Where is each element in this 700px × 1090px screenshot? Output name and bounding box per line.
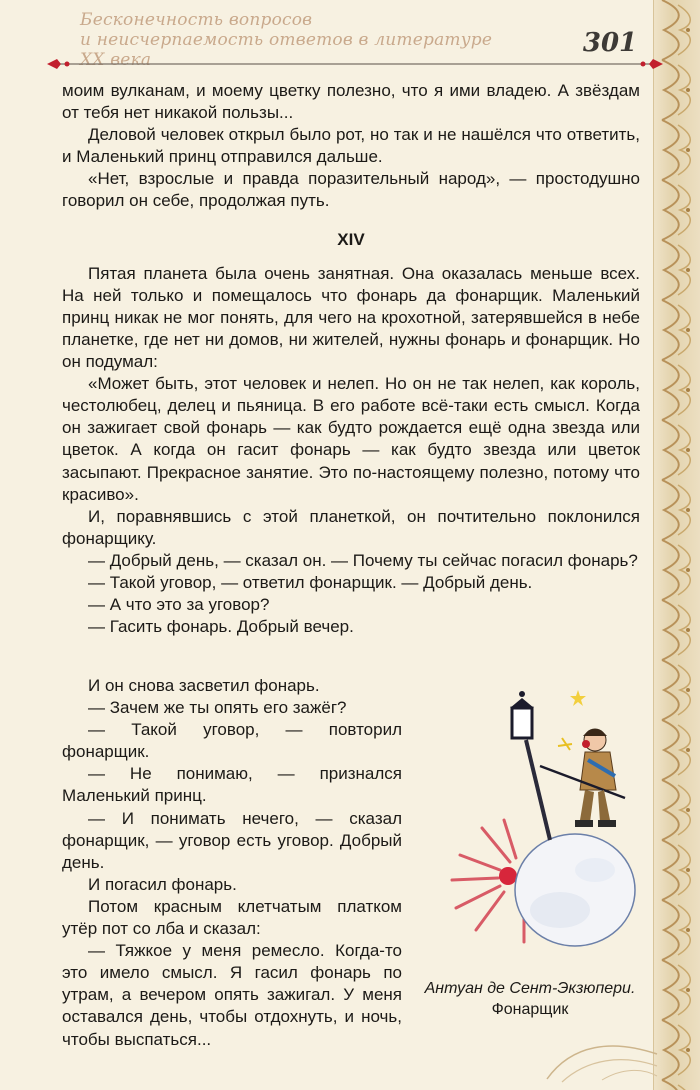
chapter-heading: XIV [337,229,365,249]
paragraph: — Тяжкое у меня ремесло. Когда-то это имело смысл. Я гасил фонарь по утрам, а вечером опять зажигал. У меня оставался день, чтобы отдохнуть, и ночь, чтобы выспаться... [62,941,402,1049]
paragraph: — А что это за уговор? [88,595,270,615]
decorative-border [653,0,700,1090]
running-title-line2: и неисчерпаемость ответов в литературе XX века [80,30,493,70]
header-rule-icon [45,54,665,74]
paragraph: И он снова засветил фонарь. [88,676,320,695]
paragraph: И, поравнявшись с этой планеткой, он почтительно поклонился фонарщику. [62,506,640,548]
page-header [0,0,700,80]
paragraph: «Может быть, этот человек и нелеп. Но он не так нелеп, как король, честолюбец, делец и пьяница. В его работе всё-таки есть смысл. Когда он зажигает свой фонарь — как будто рождается ещё одна звезда или цветок. А когда он гасит фонарь — как будто звезда или цветок засыпают. Прекрасное занятие. Это по-настоящему полезно, потому что красиво». [62,374,640,504]
paragraph: «Нет, взрослые и правда поразительный народ», — простодушно говорил он себе, продолжая путь. [62,169,640,211]
page-number: 301 [582,28,638,58]
paragraph: — И понимать нечего, — сказал фонарщик, — уговор есть уговор. Добрый день. [62,808,402,872]
corner-flourish-icon [542,1034,662,1084]
lamplighter-illustration-icon [420,680,650,980]
paragraph: И погасил фонарь. [88,874,237,894]
narrow-text [62,675,402,1051]
paragraph: — Не понимаю, — признался Маленький принц. [62,764,402,806]
illustration-caption [410,978,650,1020]
paragraph: Деловой человек открыл было рот, но так и не нашёлся что ответить, и Маленький принц отправился дальше. [62,125,640,167]
paragraph: — Добрый день, — сказал он. — Почему ты сейчас погасил фонарь? [88,550,638,570]
paragraph: — Зачем же ты опять его зажёг? [88,698,347,718]
ornament-pattern-icon [654,0,700,1090]
paragraph: — Гасить фонарь. Добрый вечер. [88,617,354,637]
running-title-line1: Бесконечность вопросов [80,10,313,30]
paragraph: Потом красным клетчатым платком утёр пот со лба и сказал: [62,896,402,939]
paragraph: — Такой уговор, — повторил фонарщик. [62,720,402,762]
caption-title: Фонарщик [491,1001,569,1018]
main-text [62,80,640,638]
paragraph: моим вулканам, и моему цветку полезно, что я ими владею. А звёздам от тебя нет никакой пользы... [62,81,640,123]
paragraph: Пятая планета была очень занятная. Она оказалась меньше всех. На ней только и помещалось что фонарь да фонарщик. Маленький принц никак не мог понять, для чего на крохотной, затерявшейся в небе планетке, где нет ни домов, ни жителей, нужны фонарь и фонарщик. Но он подумал: [62,263,640,372]
caption-author: Антуан де Сент-Экзюпери. [424,980,636,997]
paragraph: — Такой уговор, — ответил фонарщик. — Добрый день. [88,572,533,592]
